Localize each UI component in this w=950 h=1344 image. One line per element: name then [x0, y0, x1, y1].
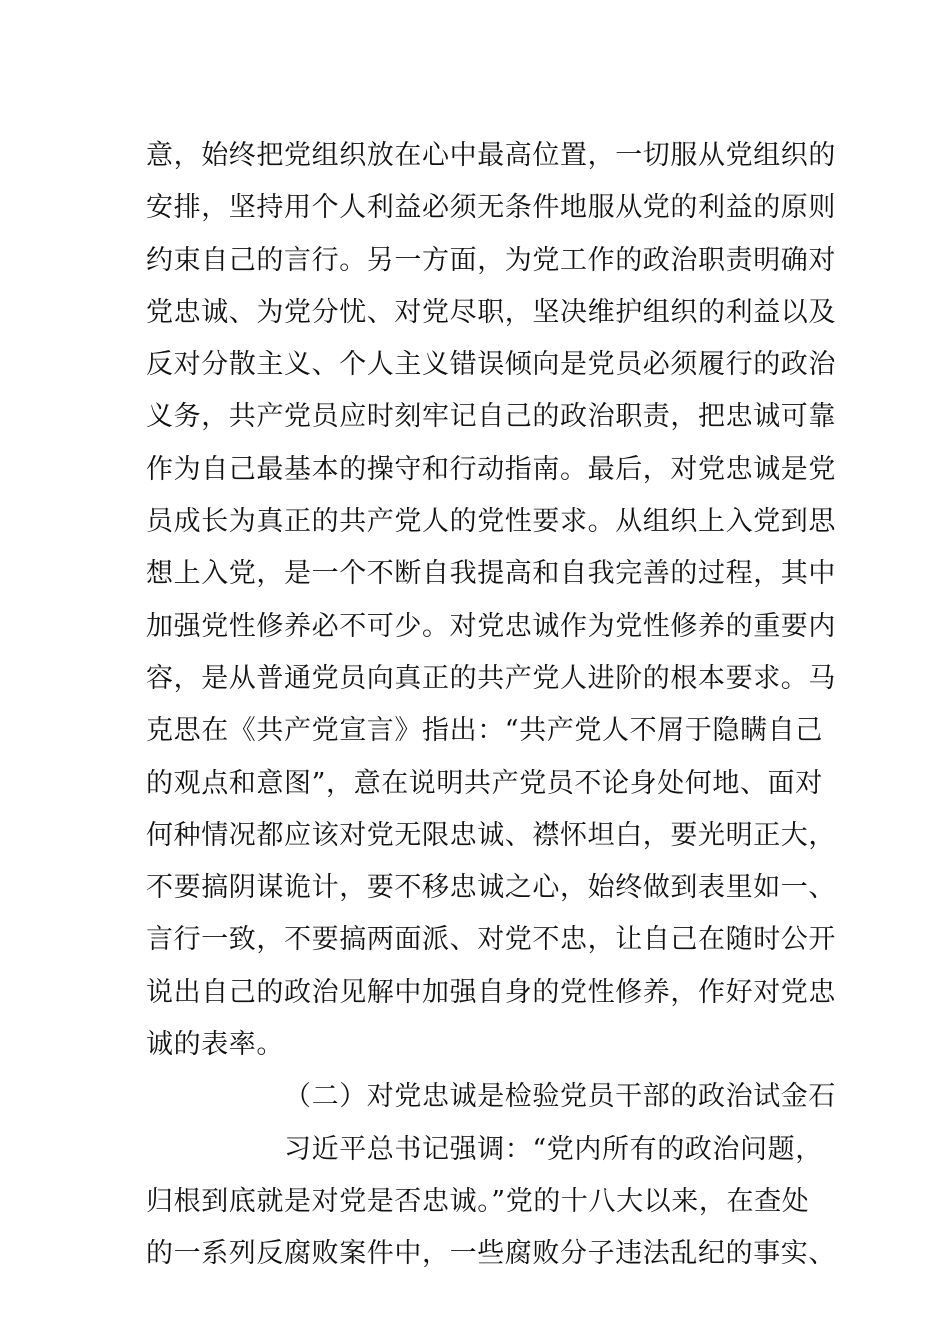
text-line: 想上入党，是一个不断自我提高和自我完善的过程，其中: [146, 558, 836, 590]
text-line: 安排，坚持用个人利益必须无条件地服从党的利益的原则: [146, 192, 836, 224]
text-line: 意，始终把党组织放在心中最高位置，一切服从党组织的: [146, 140, 836, 171]
text-line: 言行一致，不要搞两面派、对党不忠，让自己在随时公开: [146, 924, 836, 956]
text-line: 何种情况都应该对党无限忠诚、襟怀坦白，要光明正大，: [146, 819, 836, 851]
text-line: 的一系列反腐败案件中，一些腐败分子违法乱纪的事实、: [146, 1238, 836, 1270]
text-line: 诚的表率。: [146, 1029, 284, 1061]
text-line: 员成长为真正的共产党人的党性要求。从组织上入党到思: [146, 506, 836, 538]
text-line: 党忠诚、为党分忧、对党尽职，坚决维护组织的利益以及: [146, 296, 836, 328]
text-line: 容，是从普通党员向真正的共产党人进阶的根本要求。马: [146, 662, 836, 694]
text-line: 说出自己的政治见解中加强自身的党性修养，作好对党忠: [146, 976, 836, 1008]
text-line: 的观点和意图”，意在说明共产党员不论身处何地、面对: [146, 767, 823, 799]
text-line: 义务，共产党员应时刻牢记自己的政治职责，把忠诚可靠: [146, 401, 836, 433]
text-line: 加强党性修养必不可少。对党忠诚作为党性修养的重要内: [146, 610, 836, 642]
body-text: [146, 130, 836, 1281]
text-line: 克思在《共产党宣言》指出：“共产党人不屑于隐瞒自己: [146, 715, 823, 747]
text-line: 不要搞阴谋诡计，要不移忠诚之心，始终做到表里如一、: [146, 872, 836, 904]
text-line: 作为自己最基本的操守和行动指南。最后，对党忠诚是党: [146, 453, 836, 485]
text-line: 约束自己的言行。另一方面，为党工作的政治职责明确对: [146, 244, 836, 276]
section-heading: （二）对党忠诚是检验党员干部的政治试金石: [284, 1081, 836, 1113]
text-line: 习近平总书记强调：“党内所有的政治问题，: [284, 1133, 823, 1165]
text-line: 反对分散主义、个人主义错误倾向是党员必须履行的政治: [146, 349, 836, 381]
text-line: 归根到底就是对党是否忠诚。”党的十八大以来，在查处: [146, 1185, 810, 1217]
